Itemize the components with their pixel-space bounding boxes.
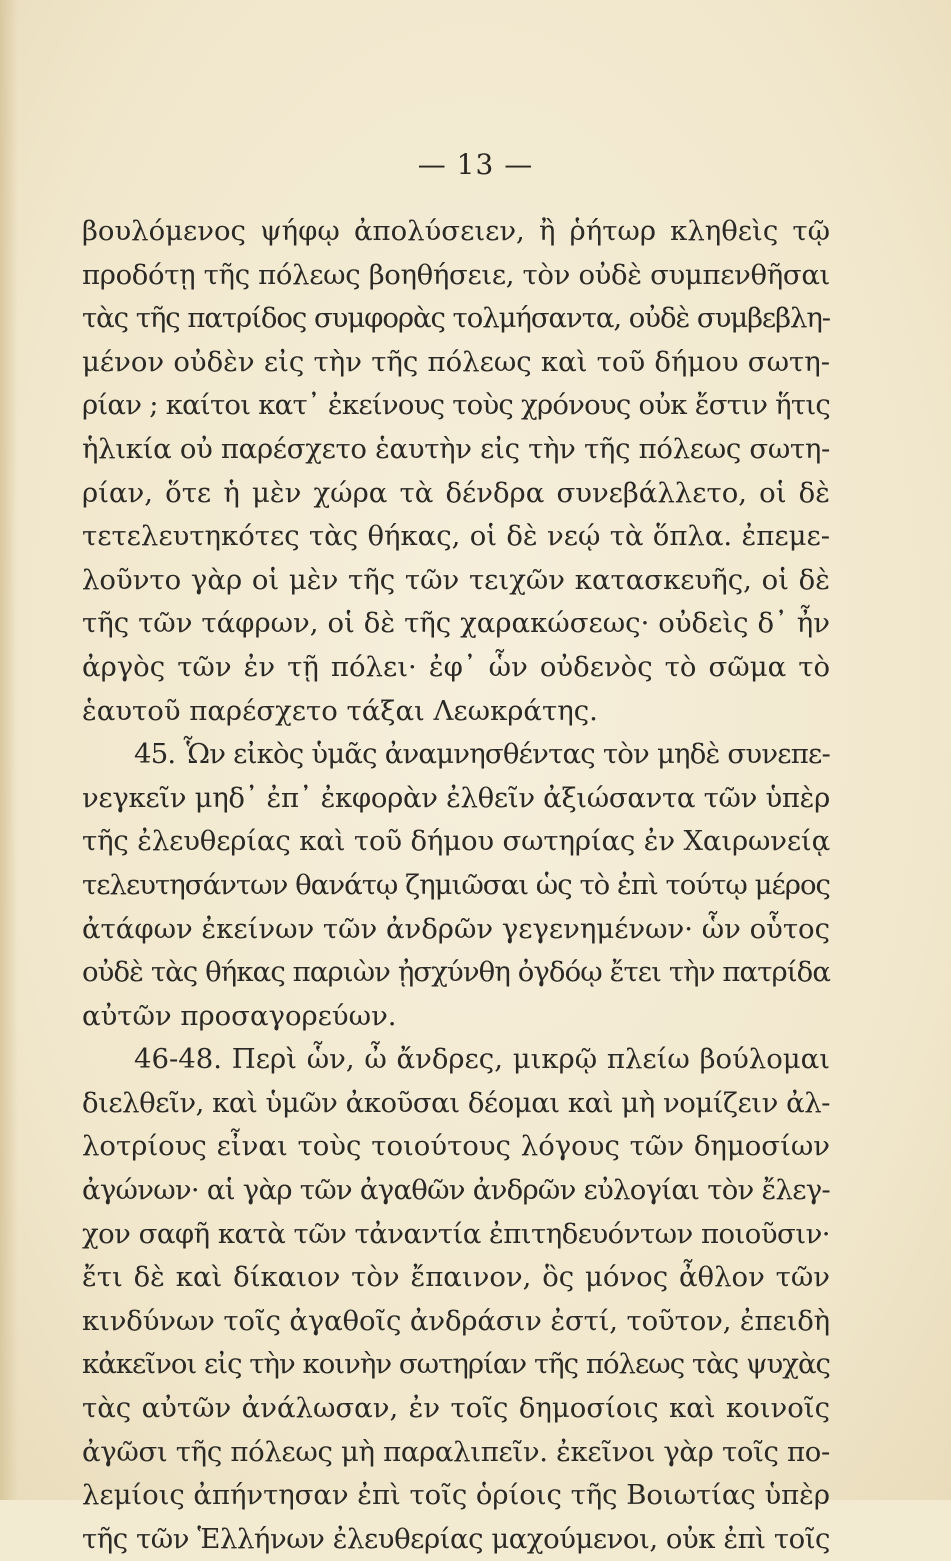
text-line: ἀργὸς τῶν ἐν τῇ πόλει· ἐφ᾽ ὧν οὐδενὸς τὸ σῶμα τὸ xyxy=(82,650,830,683)
text-line: αὐτῶν προσαγορεύων. xyxy=(82,999,397,1032)
page-edge-shadow xyxy=(0,0,18,1500)
text-line: κινδύνων τοῖς ἀγαθοῖς ἀνδράσιν ἐστί, τοῦτον, ἐπειδὴ xyxy=(82,1304,830,1337)
text-line: λοῦντο γὰρ οἱ μὲν τῆς τῶν τειχῶν κατασκευῆς, οἱ δὲ xyxy=(82,563,830,596)
text-line: ἔτι δὲ καὶ δίκαιον τὸν ἔπαινον, ὃς μόνος ἆθλον τῶν xyxy=(82,1261,830,1294)
text-line: οὐδὲ τὰς θήκας παριὼν ᾐσχύνθη ὀγδόῳ ἔτει τὴν πατρίδα xyxy=(82,956,830,989)
text-line: ρίαν, ὅτε ἡ μὲν χώρα τὰ δένδρα συνεβάλλετο, οἱ δὲ xyxy=(82,476,830,509)
body-text xyxy=(82,210,830,1561)
text-line: χον σαφῆ κατὰ τῶν τἀναντία ἐπιτηδευόντων ποιοῦσιν· xyxy=(82,1217,830,1250)
text-line: βουλόμενος ψήφῳ ἀπολύσειεν, ἢ ῥήτωρ κληθεὶς τῷ xyxy=(82,215,830,247)
text-line: κἀκεῖνοι εἰς τὴν κοινὴν σωτηρίαν τῆς πόλεως τὰς ψυχὰς xyxy=(82,1348,830,1381)
text-line: τῆς ἐλευθερίας καὶ τοῦ δήμου σωτηρίας ἐν Χαιρωνείᾳ xyxy=(82,825,830,858)
text-line: τὰς τῆς πατρίδος συμφορὰς τολμήσαντα, οὐδὲ συμβεβλη- xyxy=(82,302,830,335)
text-line: ἑαυτοῦ παρέσχετο τάξαι Λεωκράτης. xyxy=(82,694,598,727)
text-line: λεμίοις ἀπήντησαν ἐπὶ τοῖς ὁρίοις τῆς Βοιωτίας ὑπὲρ xyxy=(82,1479,830,1512)
text-line: τῆς τῶν Ἑλλήνων ἐλευθερίας μαχούμενοι, οὐκ ἐπὶ τοῖς xyxy=(82,1522,830,1555)
text-line: μένον οὐδὲν εἰς τὴν τῆς πόλεως καὶ τοῦ δήμου σωτη- xyxy=(82,345,830,378)
text-line: τὰς αὐτῶν ἀνάλωσαν, ἐν τοῖς δημοσίοις καὶ κοινοῖς xyxy=(82,1392,830,1425)
text-line: ρίαν ; καίτοι κατ᾽ ἐκείνους τοὺς χρόνους οὐκ ἔστιν ἥτις xyxy=(82,389,830,422)
text-line: λοτρίους εἶναι τοὺς τοιούτους λόγους τῶν δημοσίων xyxy=(82,1130,830,1163)
text-line: προδότῃ τῆς πόλεως βοηθήσειε, τὸν οὐδὲ συμπενθῆσαι xyxy=(82,258,830,291)
text-line: ἡλικία οὐ παρέσχετο ἑαυτὴν εἰς τὴν τῆς πόλεως σωτη- xyxy=(82,432,830,465)
section-start-line: 46-48. Περὶ ὧν, ὦ ἄνδρες, μικρῷ πλείω βούλομαι xyxy=(134,1043,830,1076)
text-line: τετελευτηκότες τὰς θήκας, οἱ δὲ νεῴ τὰ ὅπλα. ἐπεμε- xyxy=(82,520,830,553)
text-line: ἀγῶσι τῆς πόλεως μὴ παραλιπεῖν. ἐκεῖνοι γὰρ τοῖς πο- xyxy=(82,1435,830,1468)
section-start-line: 45. Ὧν εἰκὸς ὑμᾶς ἀναμνησθέντας τὸν μηδὲ συνεπε- xyxy=(134,738,830,771)
text-line: νεγκεῖν μηδ᾽ ἐπ᾽ ἐκφορὰν ἐλθεῖν ἀξιώσαντα τῶν ὑπὲρ xyxy=(82,781,830,814)
text-line: τελευτησάντων θανάτῳ ζημιῶσαι ὡς τὸ ἐπὶ τούτῳ μέρος xyxy=(82,868,830,901)
text-line: τῆς τῶν τάφρων, οἱ δὲ τῆς χαρακώσεως· οὐδεὶς δ᾽ ἦν xyxy=(82,607,830,640)
page-number: — 13 — xyxy=(417,148,534,181)
text-line: ἀτάφων ἐκείνων τῶν ἀνδρῶν γεγενημένων· ὧν οὗτος xyxy=(82,912,830,945)
text-line: διελθεῖν, καὶ ὑμῶν ἀκοῦσαι δέομαι καὶ μὴ νομίζειν ἀλ- xyxy=(82,1086,830,1119)
text-line: ἀγώνων· αἱ γὰρ τῶν ἀγαθῶν ἀνδρῶν εὐλογίαι τὸν ἔλεγ- xyxy=(82,1174,830,1207)
